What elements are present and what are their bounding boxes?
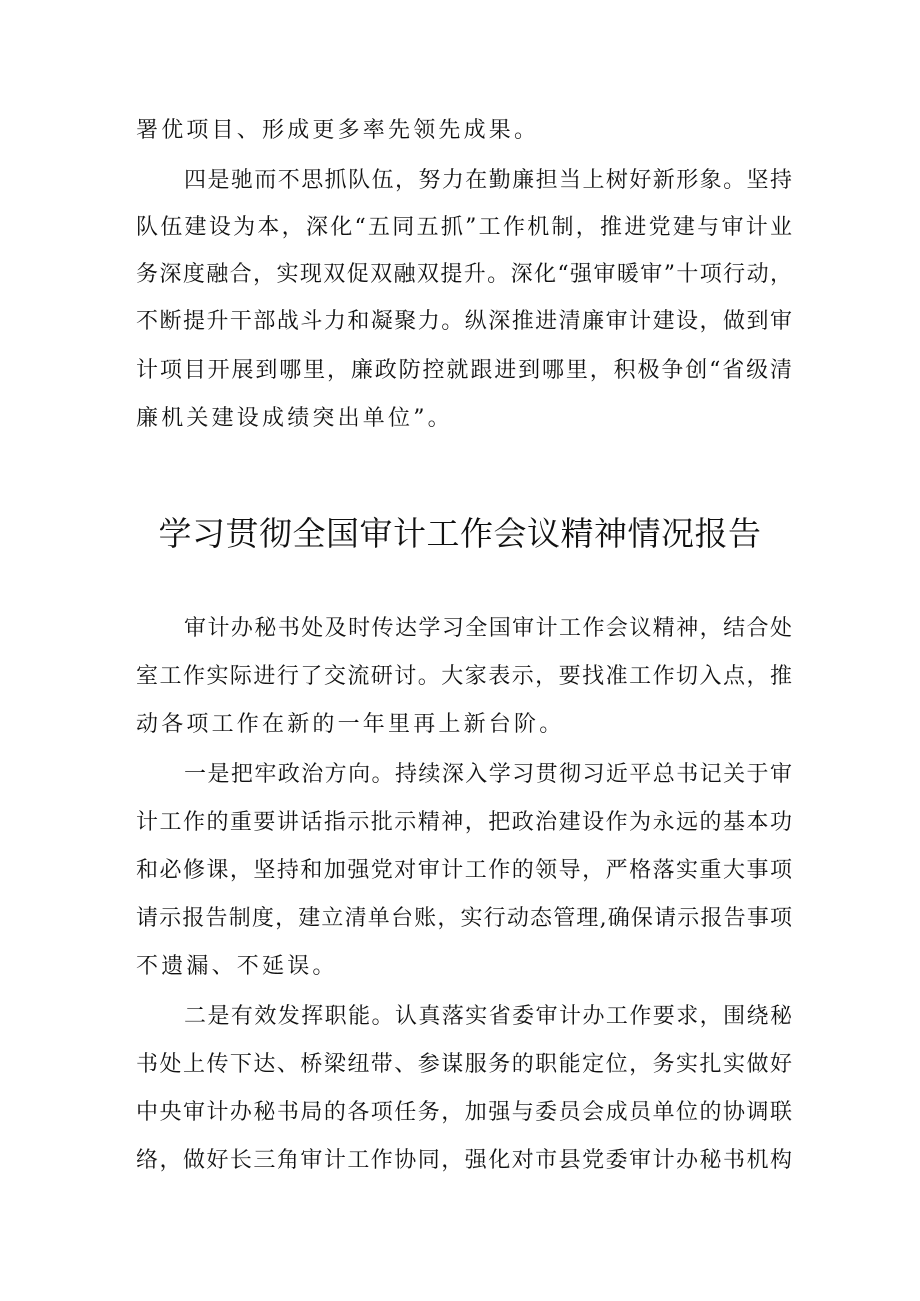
paragraph-line: 一是把牢政治方向。持续深入学习贯彻习近平总书记关于审 [184, 762, 792, 787]
paragraph-line: 中央审计办秘书局的各项任务，加强与委员会成员单位的协调联 [136, 1100, 792, 1125]
paragraph-line: 计工作的重要讲话指示批示精神，把政治建设作为永远的基本功 [136, 810, 792, 835]
paragraph-line: 络，做好长三角审计工作协同，强化对市县党委审计办秘书机构 [136, 1148, 792, 1173]
paragraph-line: 计项目开展到哪里，廉政防控就跟进到哪里，积极争创“省级清 [136, 358, 792, 383]
paragraph-line: 二是有效发挥职能。认真落实省委审计办工作要求，围绕秘 [184, 1004, 792, 1029]
paragraph-line: 署优项目、形成更多率先领先成果。 [136, 118, 540, 143]
paragraph-line: 和必修课，坚持和加强党对审计工作的领导，严格落实重大事项 [136, 858, 792, 883]
paragraph-line: 动各项工作在新的一年里再上新台阶。 [136, 712, 565, 737]
paragraph-line: 审计办秘书处及时传达学习全国审计工作会议精神，结合处 [184, 616, 792, 641]
paragraph-line: 不断提升干部战斗力和凝聚力。纵深推进清廉审计建设，做到审 [136, 309, 792, 334]
paragraph-line: 务深度融合，实现双促双融双提升。深化“强审暖审”十项行动， [136, 262, 792, 287]
paragraph-line: 队伍建设为本，深化“五同五抓”工作机制，推进党建与审计业 [136, 215, 792, 240]
paragraph-line: 请示报告制度，建立清单台账，实行动态管理,确保请示报告事项 [136, 906, 792, 931]
paragraph-line: 四是驰而不思抓队伍，努力在勤廉担当上树好新形象。坚持 [184, 168, 792, 193]
report-title: 学习贯彻全国审计工作会议精神情况报告 [158, 514, 762, 553]
paragraph-line: 室工作实际进行了交流研讨。大家表示，要找准工作切入点，推 [136, 664, 792, 689]
paragraph-line: 书处上传下达、桥梁纽带、参谋服务的职能定位，务实扎实做好 [136, 1052, 792, 1077]
paragraph-line: 不遗漏、不延误。 [136, 954, 338, 979]
paragraph-line: 廉机关建设成绩突出单位”。 [136, 406, 453, 431]
